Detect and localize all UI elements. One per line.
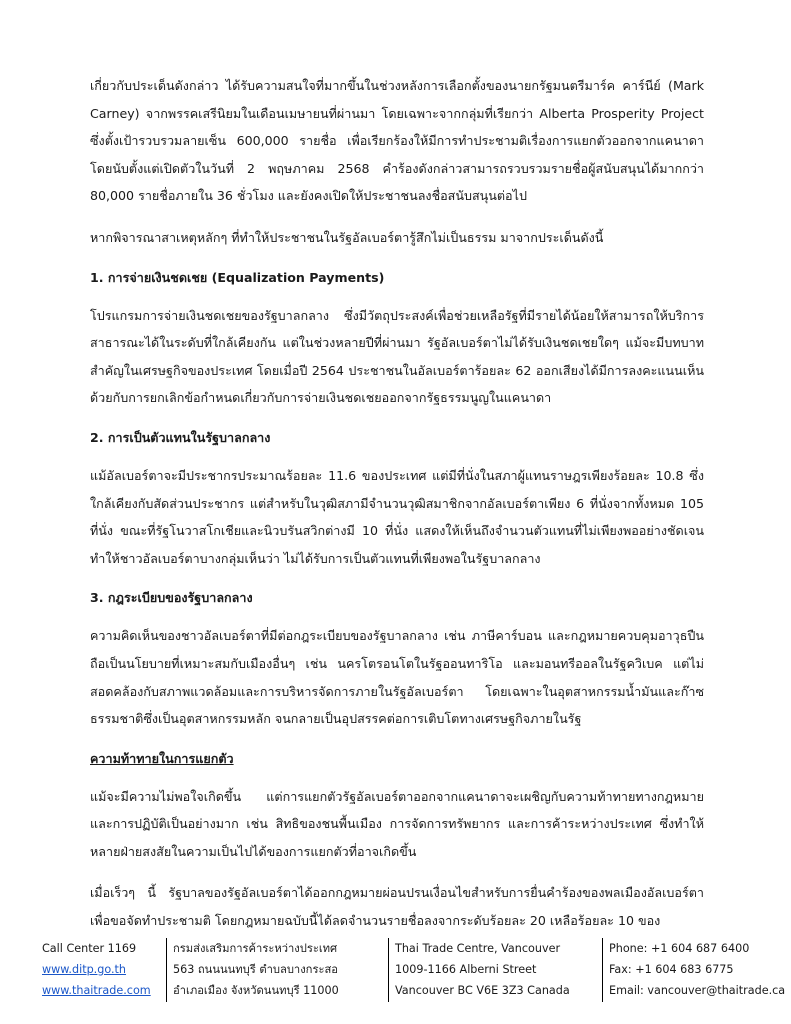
reasons-paragraph: หากพิจารณาสาเหตุหลักๆ ที่ทำให้ประชาชนในรัฐอัลเบอร์ตารู้สึกไม่เป็นธรรม มาจากประเด็นดังนี้ — [90, 229, 604, 245]
ttc-street: 1009-1166 Alberni Street — [395, 963, 537, 976]
ditp-city: อำเภอเมือง จังหวัดนนทบุรี 11000 — [173, 984, 339, 997]
ditp-name: กรมส่งเสริมการค้าระหว่างประเทศ — [173, 942, 338, 955]
phone-text: Phone: +1 604 687 6400 — [609, 942, 750, 955]
section-heading-equalization: 1. การจ่ายเงินชดเชย (Equalization Payments) — [90, 269, 385, 285]
email-text: Email: vancouver@thaitrade.ca — [609, 984, 786, 997]
footer-contact — [42, 938, 151, 1002]
fax-text: Fax: +1 604 683 6775 — [609, 963, 734, 976]
representation-paragraph: แม้อัลเบอร์ตาจะมีประชากรประมาณร้อยละ 11.6 ของประเทศ แต่มีที่นั่งในสภาผู้แทนราษฎรเพียงร้อยละ 10.8 ซึ่งใกล้เคียงกับสัดส่วนประชากร แต่สำหรับในวุฒิสภามีจำนวนวุฒิสมาชิกจากอัลเบอร์ตาเพียง 6 ที่นั่งจากทั้งหมด 105 ที่นั่ง ขณะที่รัฐโนวาสโกเชียและนิวบรันสวิกต่างมี 10 ที่นั่ง แสดงให้เห็นถึงจำนวนตัวแทนที่ไม่เพียงพออย่างชัดเจน ทำให้ชาวอัลเบอร์ตาบางกลุ่มเห็นว่า ไม่ได้รับการเป็นตัวแทนที่เพียงพอในรัฐบาลกลาง — [90, 467, 704, 566]
challenges-paragraph: แม้จะมีความไม่พอใจเกิดขึ้น แต่การแยกตัวรัฐอัลเบอร์ตาออกจากแคนาดาจะเผชิญกับความท้าทายทางกฎหมายและการปฏิบัติเป็นอย่างมาก เช่น สิทธิของชนพื้นเมือง การจัดการทรัพยากร และการค้าระหว่างประเทศ ซึ่งทำให้หลายฝ่ายสงสัยในความเป็นไปได้ของการแยกตัวที่อาจเกิดขึ้น — [90, 788, 704, 859]
ditp-street: 563 ถนนนนทบุรี ตำบลบางกระสอ — [173, 963, 339, 976]
thaitrade-link[interactable]: www.thaitrade.com — [42, 984, 151, 997]
section-heading-challenges: ความท้าทายในการแยกตัว — [90, 750, 234, 766]
page-footer — [0, 936, 791, 1006]
regulation-paragraph: ความคิดเห็นของชาวอัลเบอร์ตาที่มีต่อกฎระเบียบของรัฐบาลกลาง เช่น ภาษีคาร์บอน และกฎหมายควบคุมอาวุธปืน ถือเป็นนโยบายที่เหมาะสมกับเมืองอื่นๆ เช่น นครโตรอนโตในรัฐออนทาริโอ และมอนทรีออลในรัฐควิเบค แต่ไม่สอดคล้องกับสภาพแวดล้อมและการบริหารจัดการภายในรัฐอัลเบอร์ตา โดยเฉพาะในอุตสาหกรรมน้ำมันและก๊าซธรรมชาติซึ่งเป็นอุตสาหกรรมหลัก จนกลายเป็นอุปสรรคต่อการเติบโตทางเศรษฐกิจภายในรัฐ — [90, 628, 704, 727]
equalization-paragraph: โปรแกรมการจ่ายเงินชดเชยของรัฐบาลกลาง ซึ่งมีวัตถุประสงค์เพื่อช่วยเหลือรัฐที่มีรายได้น้อยให้สามารถให้บริการสาธารณะได้ในระดับที่ใกล้เคียงกัน แต่ในช่วงหลายปีที่ผ่านมา รัฐอัลเบอร์ตาไม่ได้รับเงินชดเชยใดๆ แม้จะมีบทบาทสำคัญในเศรษฐกิจของประเทศ โดยเมื่อปี 2564 ประชาชนในอัลเบอร์ตาร้อยละ 62 ออกเสียงได้มีการลงคะแนนเห็นด้วยกับการยกเลิกข้อกำหนดเกี่ยวกับการจ่ายเงินชดเชยออกจากรัฐธรรมนูญในแคนาดา — [90, 307, 704, 406]
section-heading-regulation: 3. กฎระเบียบของรัฐบาลกลาง — [90, 590, 253, 606]
footer-vancouver-address — [388, 938, 570, 1002]
ttc-city: Vancouver BC V6E 3Z3 Canada — [395, 984, 570, 997]
intro-paragraph: เกี่ยวกับประเด็นดังกล่าว ได้รับความสนใจที่มากขึ้นในช่วงหลังการเลือกตั้งของนายกรัฐมนตรีมาร์ค คาร์นีย์ (Mark Carney) จากพรรคเสรีนิยมในเดือนเมษายนที่ผ่านมา โดยเฉพาะจากกลุ่มที่เรียกว่า Alberta Prosperity Project ซึ่งตั้งเป้ารวบรวมลายเซ็น 600,000 รายชื่อ เพื่อเรียกร้องให้มีการทำประชามติเรื่องการแยกตัวออกจากแคนาดา โดยนับตั้งแต่เปิดตัวในวันที่ 2 พฤษภาคม 2568 คำร้องดังกล่าวสามารถรวบรวมรายชื่อผู้สนับสนุนได้มากกว่า 80,000 รายชื่อภายใน 36 ชั่วโมง และยังคงเปิดให้ประชาชนลงชื่อสนับสนุนต่อไป — [90, 78, 704, 204]
ttc-name: Thai Trade Centre, Vancouver — [395, 942, 561, 955]
document-body — [90, 72, 704, 949]
footer-ditp-address — [166, 938, 339, 1002]
ditp-link[interactable]: www.ditp.go.th — [42, 963, 127, 976]
referendum-paragraph: เมื่อเร็วๆ นี้ รัฐบาลของรัฐอัลเบอร์ตาได้ออกกฎหมายผ่อนปรนเงื่อนไขสำหรับการยื่นคำร้องของพลเมืองอัลเบอร์ตาเพื่อขอจัดทำประชามติ โดยกฎหมายฉบับนี้ได้ลดจำนวนรายชื่อลงจากระดับร้อยละ 20 เหลือร้อยละ 10 ของ — [90, 885, 704, 929]
call-center-text: Call Center 1169 — [42, 942, 137, 955]
footer-phone-email — [602, 938, 785, 1002]
section-heading-representation: 2. การเป็นตัวแทนในรัฐบาลกลาง — [90, 429, 271, 445]
